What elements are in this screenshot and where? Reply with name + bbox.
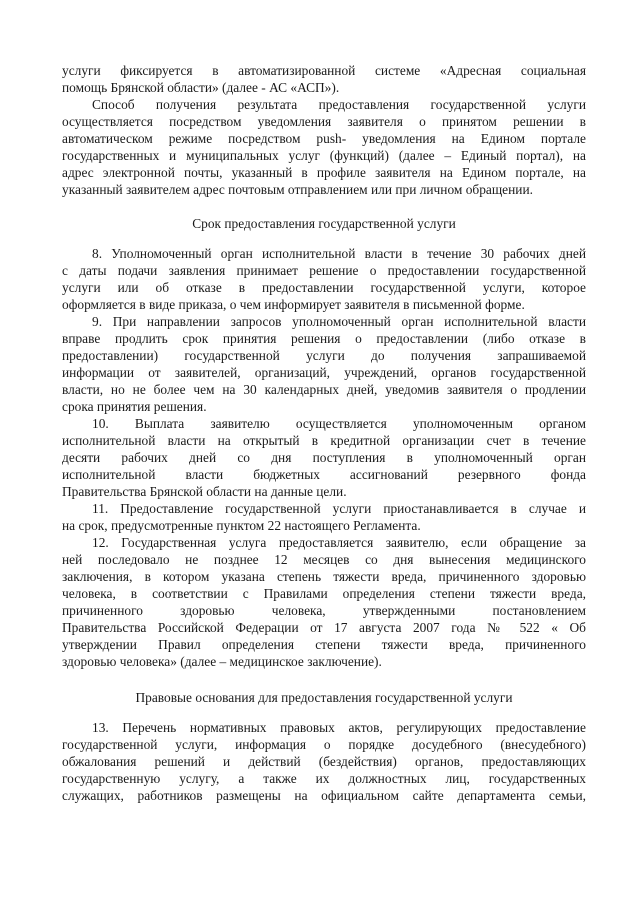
text-line: вправе продлить срок принятия решения о предоставлении (либо отказе в	[62, 331, 586, 346]
text-line: 8. Уполномоченный орган исполнительной власти в течение 30 рабочих дней	[92, 246, 586, 261]
text-line: указанный заявителем адрес почтовым отправлением или при личном обращении.	[62, 182, 533, 197]
text-line: Правительства Брянской области на данные цели.	[62, 484, 347, 499]
text-line: информации от заявителей, организаций, учреждений, органов государственной	[62, 365, 586, 380]
text-line: 9. При направлении запросов уполномоченный орган исполнительной власти	[92, 314, 586, 329]
text-line: исполнительной власти на открытый в кредитной организации счет в течение	[62, 433, 586, 448]
text-line: государственной услуги, информация о порядке досудебного (внесудебного)	[62, 737, 586, 752]
text-line: услуги или об отказе в предоставлении государственной услуги, которое	[62, 280, 586, 295]
text-line: государственных и муниципальных услуг (функций) (далее – Единый портал), на	[62, 148, 586, 163]
text-line: власти, но не более чем на 30 календарных дней, уведомив заявителя о продлении	[62, 382, 586, 397]
text-line: с даты подачи заявления принимает решение о предоставлении государственной	[62, 263, 586, 278]
text-line: на срок, предусмотренные пунктом 22 настоящего Регламента.	[62, 518, 421, 533]
text-line: автоматическом режиме посредством push- уведомления на Едином портале	[62, 131, 586, 146]
text-line: Способ получения результата предоставления государственной услуги	[92, 97, 586, 112]
text-line: помощь Брянской области» (далее - АС «АСП»).	[62, 80, 340, 95]
text-line: здоровью человека» (далее – медицинское заключение).	[62, 654, 382, 669]
text-line: адрес электронной почты, указанный в профиле заявителя на Едином портале, на	[62, 165, 586, 180]
text-line: утверждении Правил определения степени тяжести вреда, причиненного	[62, 637, 586, 652]
text-line: услуги фиксируется в автоматизированной системе «Адресная социальная	[62, 63, 586, 78]
text-line: обжалования решений и действий (бездействия) органов, предоставляющих	[62, 754, 586, 769]
text-line: 12. Государственная услуга предоставляется заявителю, если обращение за	[92, 535, 586, 550]
text-line: срока принятия решения.	[62, 399, 207, 414]
text-line: оформляется в виде приказа, о чем информирует заявителя в письменной форме.	[62, 297, 525, 312]
text-line: ней последовало не позднее 12 месяцев со дня вынесения медицинского	[62, 552, 586, 567]
text-line: заключения, в котором указана степень тяжести вреда, причиненного здоровью	[62, 569, 586, 584]
text-line: причиненного здоровью человека, утвержденными постановлением	[62, 603, 586, 618]
text-line: Правительства Российской Федерации от 17 августа 2007 года № 522 « Об	[62, 620, 586, 635]
text-line: 10. Выплата заявителю осуществляется уполномоченным органом	[92, 416, 586, 431]
text-line: 11. Предоставление государственной услуги приостанавливается в случае и	[92, 501, 586, 516]
section-heading-term: Срок предоставления государственной услуги	[192, 216, 456, 231]
section-heading-legal-basis: Правовые основания для предоставления государственной услуги	[135, 690, 513, 705]
text-line: осуществляется посредством уведомления заявителя о принятом решении в	[62, 114, 586, 129]
text-line: человека, в соответствии с Правилами определения степени тяжести вреда,	[62, 586, 586, 601]
paragraph-block-2	[62, 245, 586, 670]
text-line: десяти рабочих дней со дня поступления в уполномоченный орган	[62, 450, 586, 465]
paragraph-block-1	[62, 62, 586, 198]
paragraph-block-3	[62, 719, 586, 804]
text-line: исполнительной власти бюджетных ассигнований резервного фонда	[62, 467, 586, 482]
text-line: 13. Перечень нормативных правовых актов, регулирующих предоставление	[92, 720, 586, 735]
text-line: предоставлении) государственной услуги до получения запрашиваемой	[62, 348, 586, 363]
text-line: государственную услугу, а также их должностных лиц, государственных	[62, 771, 586, 786]
text-line: служащих, работников размещены на официальном сайте департамента семьи,	[62, 788, 586, 803]
